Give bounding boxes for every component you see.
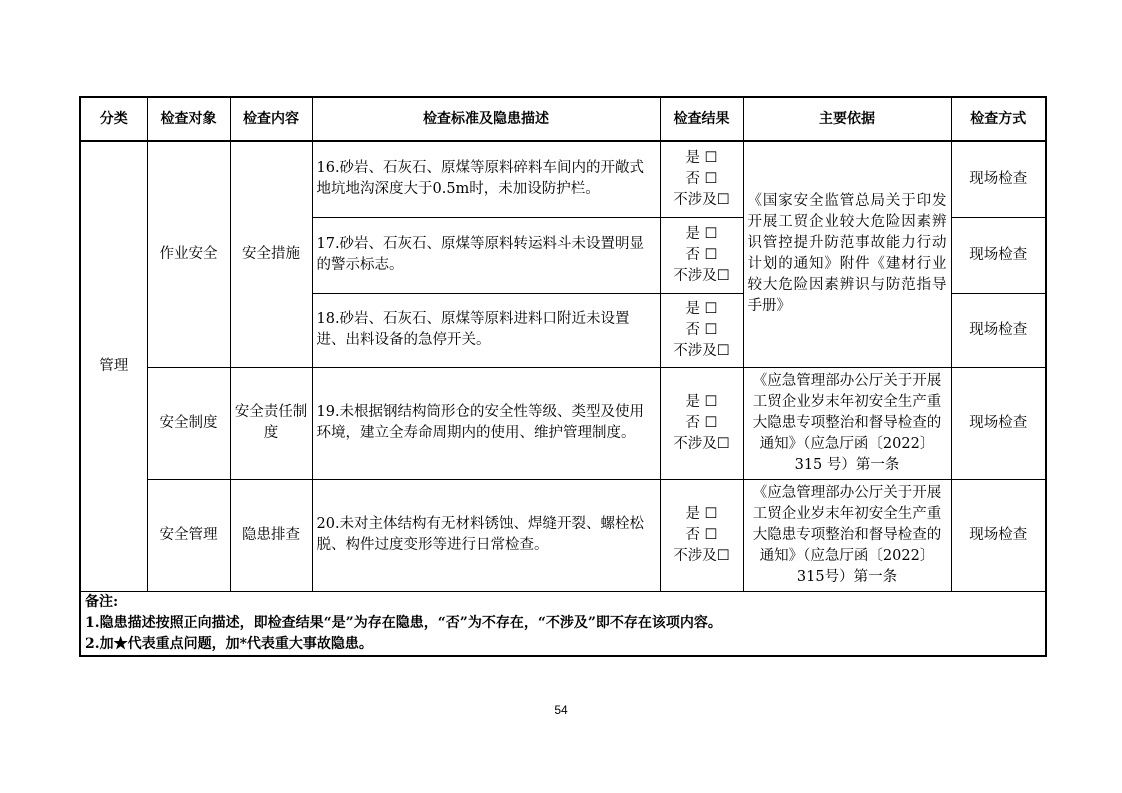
header-object: 检查对象 <box>147 97 230 141</box>
result-no-checkbox[interactable]: 否 ☐ <box>685 321 718 338</box>
result-na-checkbox[interactable]: 不涉及☐ <box>673 435 730 452</box>
result-na-checkbox[interactable]: 不涉及☐ <box>673 267 730 284</box>
method-cell: 现场检查 <box>951 141 1046 217</box>
header-method: 检查方式 <box>951 97 1046 141</box>
method-cell: 现场检查 <box>951 479 1046 591</box>
inspection-table <box>79 96 1047 657</box>
result-no-checkbox[interactable]: 否 ☐ <box>685 246 718 263</box>
method-cell: 现场检查 <box>951 217 1046 293</box>
notes-cell <box>80 591 1046 656</box>
standard-cell: 16.砂岩、石灰石、原煤等原料碎料车间内的开敞式地坑地沟深度大于0.5m时，未加设防护栏。 <box>312 141 660 217</box>
result-cell <box>660 293 743 367</box>
result-cell <box>660 367 743 479</box>
result-yes-checkbox[interactable]: 是 ☐ <box>685 393 718 410</box>
result-yes-checkbox[interactable]: 是 ☐ <box>685 300 718 317</box>
table-row <box>80 479 1046 591</box>
basis-cell: 《国家安全监管总局关于印发开展工贸企业较大危险因素辨识管控提升防范事故能力行动计划的通知》附件《建材行业较大危险因素辨识与防范指导手册》 <box>743 141 951 367</box>
standard-cell: 18.砂岩、石灰石、原煤等原料进料口附近未设置进、出料设备的急停开关。 <box>312 293 660 367</box>
object-cell: 作业安全 <box>147 141 230 367</box>
result-cell <box>660 141 743 217</box>
notes-line-1: 1.隐患描述按照正向描述，即检查结果“是”为存在隐患，“否”为不存在，“不涉及”即不存在该项内容。 <box>85 614 722 631</box>
result-na-checkbox[interactable]: 不涉及☐ <box>673 191 730 208</box>
notes-line-2: 2.加★代表重点问题，加*代表重大事故隐患。 <box>85 635 373 652</box>
result-yes-checkbox[interactable]: 是 ☐ <box>685 225 718 242</box>
standard-cell: 19.未根据钢结构筒形仓的安全性等级、类型及使用环境，建立全寿命周期内的使用、维护管理制度。 <box>312 367 660 479</box>
result-na-checkbox[interactable]: 不涉及☐ <box>673 547 730 564</box>
basis-cell: 《应急管理部办公厅关于开展工贸企业岁末年初安全生产重大隐患专项整治和督导检查的通知》（应急厅函〔2022〕315号）第一条 <box>743 479 951 591</box>
header-standard: 检查标准及隐患描述 <box>312 97 660 141</box>
header-category: 分类 <box>80 97 147 141</box>
page-number: 54 <box>554 703 568 717</box>
header-content: 检查内容 <box>230 97 312 141</box>
method-cell: 现场检查 <box>951 293 1046 367</box>
table-header-row <box>80 97 1046 141</box>
content-cell: 隐患排查 <box>230 479 312 591</box>
header-basis: 主要依据 <box>743 97 951 141</box>
result-yes-checkbox[interactable]: 是 ☐ <box>685 149 718 166</box>
result-no-checkbox[interactable]: 否 ☐ <box>685 526 718 543</box>
category-cell: 管理 <box>80 141 147 591</box>
notes-title: 备注: <box>85 593 119 610</box>
object-cell: 安全管理 <box>147 479 230 591</box>
result-no-checkbox[interactable]: 否 ☐ <box>685 170 718 187</box>
result-cell <box>660 479 743 591</box>
notes-row <box>80 591 1046 656</box>
table-row <box>80 367 1046 479</box>
header-result: 检查结果 <box>660 97 743 141</box>
standard-cell: 20.未对主体结构有无材料锈蚀、焊缝开裂、螺栓松脱、构件过度变形等进行日常检查。 <box>312 479 660 591</box>
content-cell: 安全措施 <box>230 141 312 367</box>
content-cell: 安全责任制度 <box>230 367 312 479</box>
standard-cell: 17.砂岩、石灰石、原煤等原料转运料斗未设置明显的警示标志。 <box>312 217 660 293</box>
object-cell: 安全制度 <box>147 367 230 479</box>
basis-cell: 《应急管理部办公厅关于开展工贸企业岁末年初安全生产重大隐患专项整治和督导检查的通知》（应急厅函〔2022〕315 号）第一条 <box>743 367 951 479</box>
result-no-checkbox[interactable]: 否 ☐ <box>685 414 718 431</box>
result-yes-checkbox[interactable]: 是 ☐ <box>685 505 718 522</box>
method-cell: 现场检查 <box>951 367 1046 479</box>
result-na-checkbox[interactable]: 不涉及☐ <box>673 342 730 359</box>
table-row <box>80 141 1046 217</box>
result-cell <box>660 217 743 293</box>
